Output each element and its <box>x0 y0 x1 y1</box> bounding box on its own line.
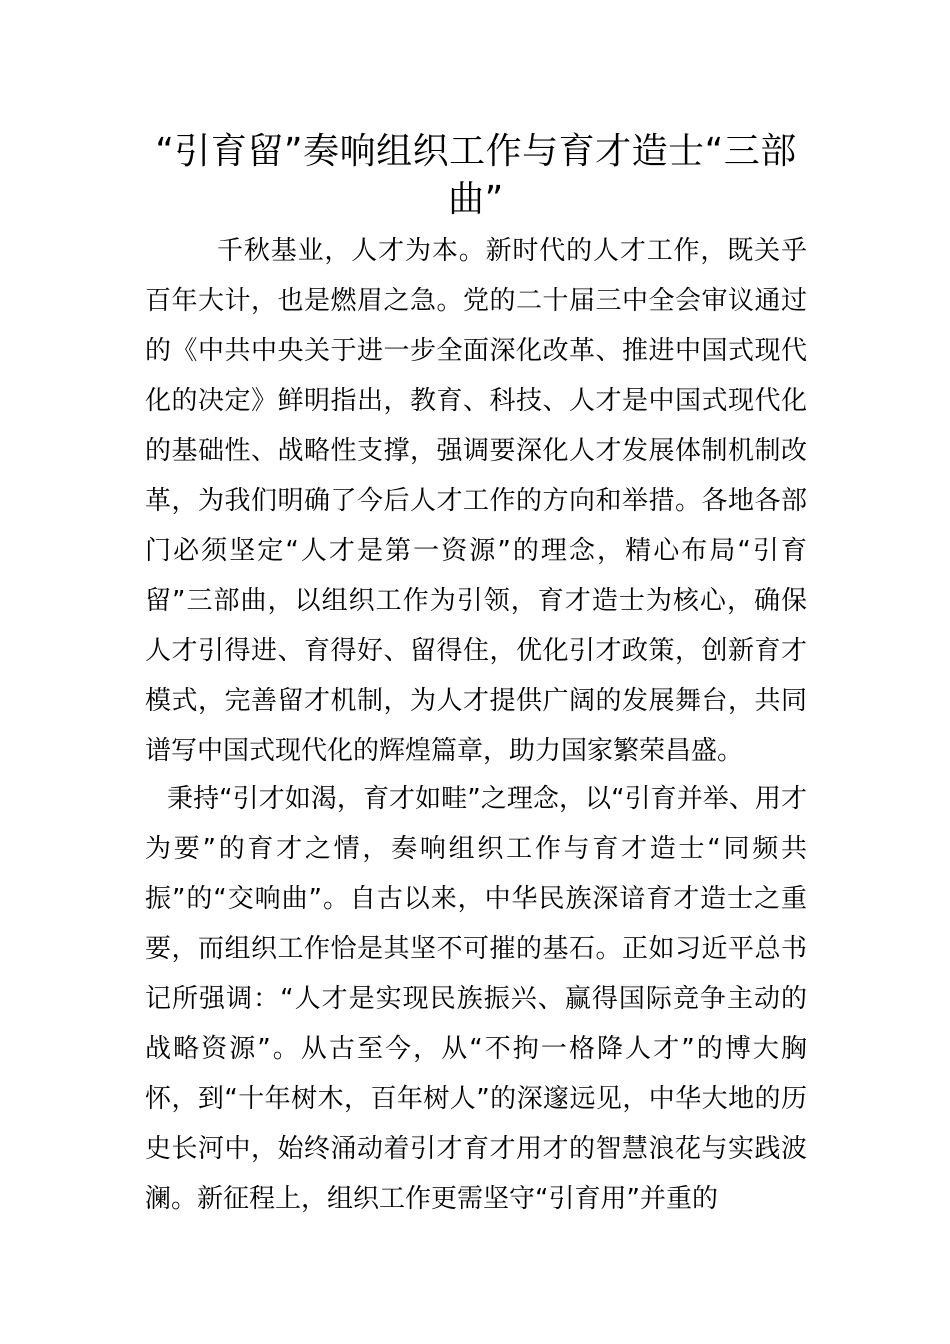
paragraph-1: 千秋基业，人才为本。新时代的人才工作，既关乎百年大计，也是燃眉之急。党的二十届三中全会审议通过的《中共中央关于进一步全面深化改革、推进中国式现代化的决定》鲜明指出，教育、科技、人才是中国式现代化的基础性、战略性支撑，强调要深化人才发展体制机制改革，为我们明确了今后人才工作的方向和举措。各地各部门必须坚定“人才是第一资源”的理念，精心布局“引育留”三部曲，以组织工作为引领，育才造士为核心，确保人才引得进、育得好、留得住，优化引才政策，创新育才模式，完善留才机制，为人才提供广阔的发展舞台，共同谱写中国式现代化的辉煌篇章，助力国家繁荣昌盛。 <box>145 236 807 766</box>
paragraph-2: 秉持“引才如渴，育才如畦”之理念，以“引育并举、用才为要”的育才之情，奏响组织工作与育才造士“同频共振”的“交响曲”。自古以来，中华民族深谙育才造士之重要，而组织工作恰是其坚不可摧的基石。正如习近平总书记所强调：“人才是实现民族振兴、赢得国际竞争主动的战略资源”。从古至今，从“不拘一格降人才”的博大胸怀，到“十年树木，百年树人”的深邃远见，中华大地的历史长河中，始终涌动着引才育才用才的智慧浪花与实践波澜。新征程上，组织工作更需坚守“引育用”并重的 <box>145 784 807 1214</box>
document-title: “引育留”奏响组织工作与育才造士“三部曲” <box>155 131 797 220</box>
